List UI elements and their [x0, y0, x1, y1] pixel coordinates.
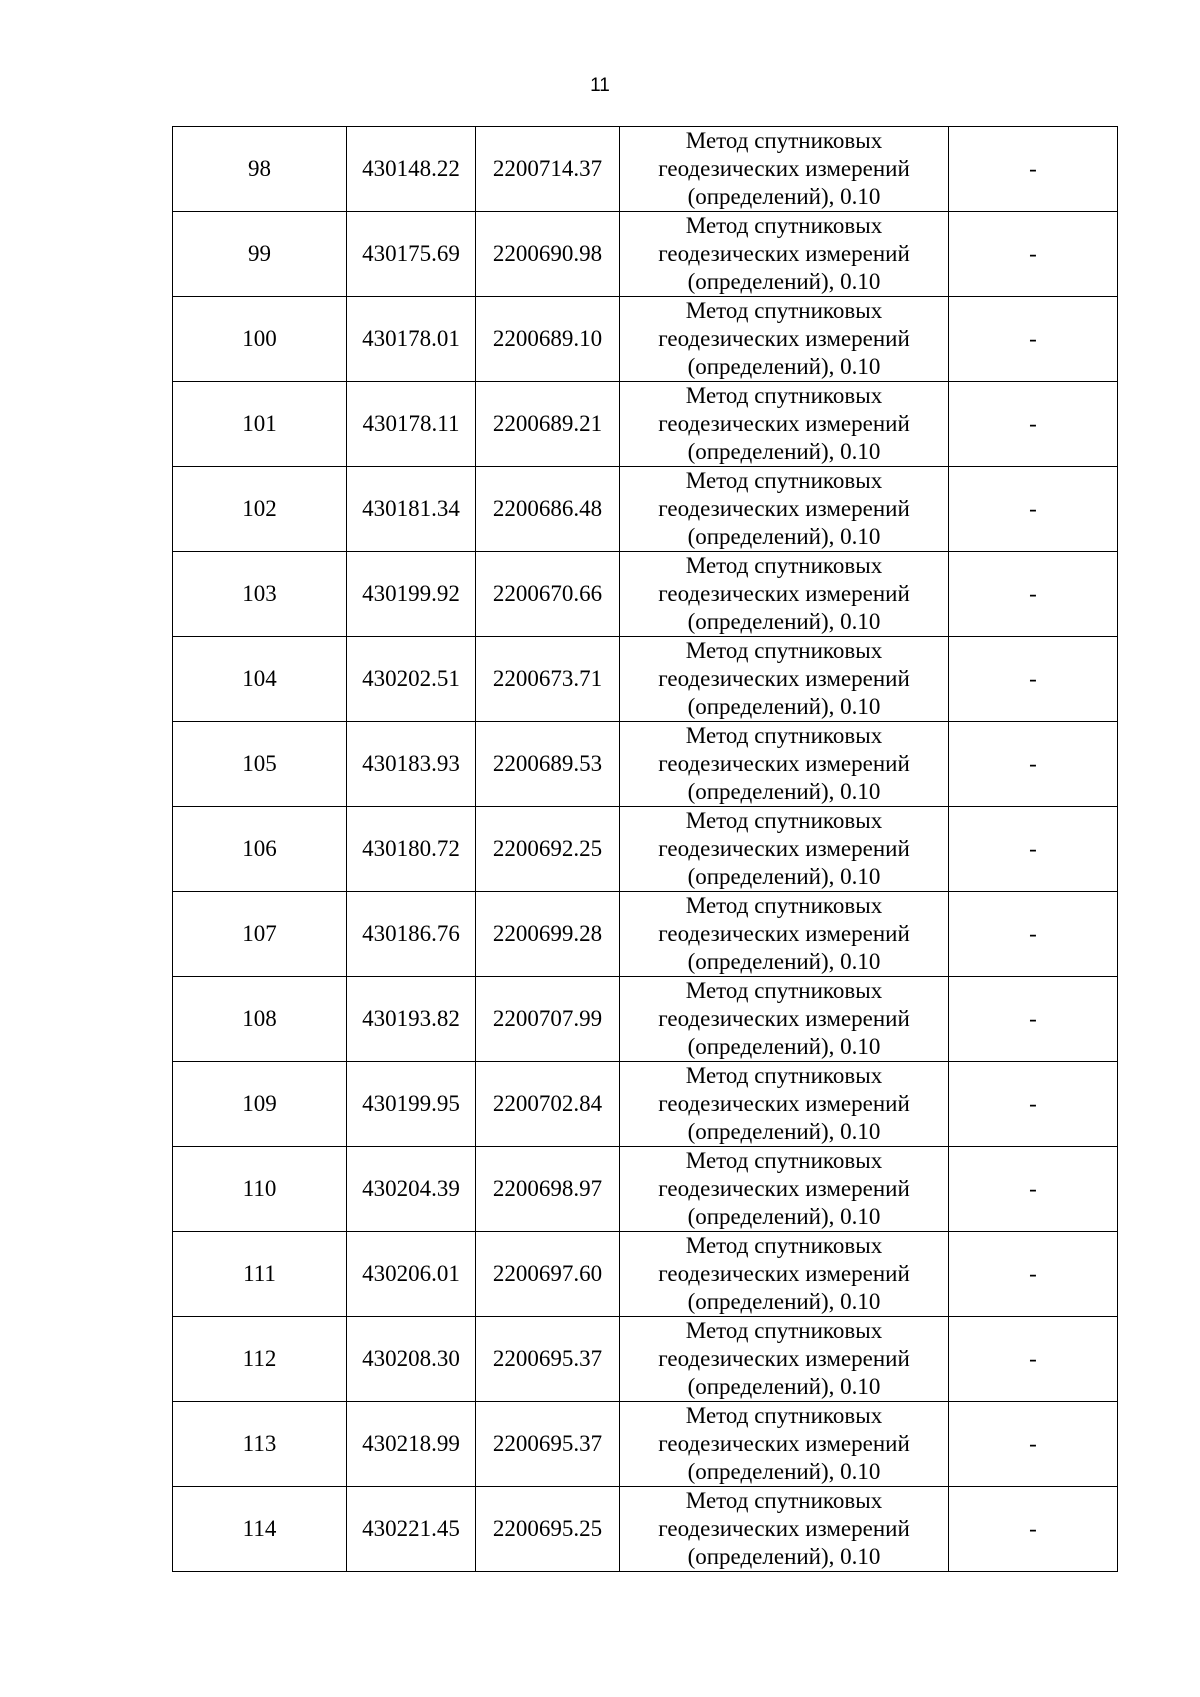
method-text-line-2: геодезических измерений	[658, 496, 910, 521]
method-text-line-3: (определений), 0.10	[687, 1204, 881, 1229]
method-text-line-3: (определений), 0.10	[687, 1119, 881, 1144]
table-row	[173, 1487, 1118, 1572]
method-text-line-2: геодезических измерений	[658, 751, 910, 776]
table-row	[173, 1402, 1118, 1487]
method-text-line-1: Метод спутниковых	[685, 128, 883, 153]
method-text-line-3: (определений), 0.10	[687, 609, 881, 634]
point-number-cell: 113	[173, 1402, 347, 1487]
point-number-cell: 109	[173, 1062, 347, 1147]
method-text-line-3: (определений), 0.10	[687, 1374, 881, 1399]
y-coordinate-cell: 2200673.71	[476, 637, 620, 722]
x-coordinate-cell: 430175.69	[347, 212, 476, 297]
y-coordinate-cell: 2200707.99	[476, 977, 620, 1062]
table-row	[173, 212, 1118, 297]
method-text-line-1: Метод спутниковых	[685, 1403, 883, 1428]
method-accuracy-cell	[620, 467, 949, 552]
note-cell: -	[949, 807, 1118, 892]
point-number-cell: 99	[173, 212, 347, 297]
x-coordinate-cell: 430206.01	[347, 1232, 476, 1317]
y-coordinate-cell: 2200699.28	[476, 892, 620, 977]
method-text-line-3: (определений), 0.10	[687, 1034, 881, 1059]
x-coordinate-cell: 430178.11	[347, 382, 476, 467]
point-number-cell: 104	[173, 637, 347, 722]
note-cell: -	[949, 1402, 1118, 1487]
method-text-line-3: (определений), 0.10	[687, 184, 881, 209]
method-accuracy-cell	[620, 212, 949, 297]
method-text-line-3: (определений), 0.10	[687, 864, 881, 889]
method-text-line-1: Метод спутниковых	[685, 1488, 883, 1513]
x-coordinate-cell: 430193.82	[347, 977, 476, 1062]
method-accuracy-cell	[620, 1487, 949, 1572]
method-accuracy-cell	[620, 382, 949, 467]
point-number-cell: 105	[173, 722, 347, 807]
point-number-cell: 101	[173, 382, 347, 467]
method-text-line-3: (определений), 0.10	[687, 1544, 881, 1569]
table-row	[173, 807, 1118, 892]
method-accuracy-cell	[620, 1147, 949, 1232]
method-text-line-3: (определений), 0.10	[687, 779, 881, 804]
method-text-line-1: Метод спутниковых	[685, 723, 883, 748]
point-number-cell: 100	[173, 297, 347, 382]
method-text-line-2: геодезических измерений	[658, 411, 910, 436]
x-coordinate-cell: 430204.39	[347, 1147, 476, 1232]
method-text-line-1: Метод спутниковых	[685, 893, 883, 918]
note-cell: -	[949, 1062, 1118, 1147]
method-accuracy-cell	[620, 1232, 949, 1317]
method-text-line-2: геодезических измерений	[658, 1431, 910, 1456]
method-accuracy-cell	[620, 637, 949, 722]
table-row	[173, 637, 1118, 722]
x-coordinate-cell: 430178.01	[347, 297, 476, 382]
method-text-line-1: Метод спутниковых	[685, 1233, 883, 1258]
note-cell: -	[949, 552, 1118, 637]
method-text-line-2: геодезических измерений	[658, 1091, 910, 1116]
method-text-line-1: Метод спутниковых	[685, 1063, 883, 1088]
y-coordinate-cell: 2200670.66	[476, 552, 620, 637]
y-coordinate-cell: 2200686.48	[476, 467, 620, 552]
table-row	[173, 1147, 1118, 1232]
method-text-line-2: геодезических измерений	[658, 1261, 910, 1286]
x-coordinate-cell: 430181.34	[347, 467, 476, 552]
x-coordinate-cell: 430202.51	[347, 637, 476, 722]
note-cell: -	[949, 1317, 1118, 1402]
y-coordinate-cell: 2200689.10	[476, 297, 620, 382]
table-row	[173, 552, 1118, 637]
method-accuracy-cell	[620, 127, 949, 212]
method-text-line-1: Метод спутниковых	[685, 298, 883, 323]
method-text-line-1: Метод спутниковых	[685, 213, 883, 238]
x-coordinate-cell: 430183.93	[347, 722, 476, 807]
method-text-line-1: Метод спутниковых	[685, 808, 883, 833]
note-cell: -	[949, 297, 1118, 382]
method-text-line-3: (определений), 0.10	[687, 1459, 881, 1484]
method-text-line-1: Метод спутниковых	[685, 1148, 883, 1173]
point-number-cell: 102	[173, 467, 347, 552]
y-coordinate-cell: 2200689.53	[476, 722, 620, 807]
coordinates-table-body	[173, 127, 1118, 1572]
table-row	[173, 467, 1118, 552]
method-accuracy-cell	[620, 977, 949, 1062]
table-row	[173, 892, 1118, 977]
method-text-line-2: геодезических измерений	[658, 921, 910, 946]
method-accuracy-cell	[620, 1062, 949, 1147]
x-coordinate-cell: 430199.95	[347, 1062, 476, 1147]
table-row	[173, 127, 1118, 212]
method-accuracy-cell	[620, 892, 949, 977]
x-coordinate-cell: 430199.92	[347, 552, 476, 637]
note-cell: -	[949, 1232, 1118, 1317]
method-text-line-3: (определений), 0.10	[687, 694, 881, 719]
method-text-line-1: Метод спутниковых	[685, 978, 883, 1003]
page-number: 11	[590, 75, 610, 96]
method-text-line-2: геодезических измерений	[658, 241, 910, 266]
table-row	[173, 382, 1118, 467]
x-coordinate-cell: 430148.22	[347, 127, 476, 212]
note-cell: -	[949, 212, 1118, 297]
method-accuracy-cell	[620, 722, 949, 807]
point-number-cell: 106	[173, 807, 347, 892]
method-text-line-2: геодезических измерений	[658, 1346, 910, 1371]
coordinates-table	[172, 126, 1118, 1572]
x-coordinate-cell: 430186.76	[347, 892, 476, 977]
note-cell: -	[949, 722, 1118, 807]
method-text-line-2: геодезических измерений	[658, 1006, 910, 1031]
method-text-line-3: (определений), 0.10	[687, 439, 881, 464]
note-cell: -	[949, 467, 1118, 552]
point-number-cell: 112	[173, 1317, 347, 1402]
method-text-line-2: геодезических измерений	[658, 666, 910, 691]
method-text-line-1: Метод спутниковых	[685, 383, 883, 408]
method-text-line-2: геодезических измерений	[658, 326, 910, 351]
point-number-cell: 98	[173, 127, 347, 212]
method-text-line-1: Метод спутниковых	[685, 553, 883, 578]
table-row	[173, 1317, 1118, 1402]
x-coordinate-cell: 430208.30	[347, 1317, 476, 1402]
y-coordinate-cell: 2200695.37	[476, 1402, 620, 1487]
method-accuracy-cell	[620, 807, 949, 892]
method-text-line-3: (определений), 0.10	[687, 949, 881, 974]
table-row	[173, 1232, 1118, 1317]
point-number-cell: 103	[173, 552, 347, 637]
point-number-cell: 108	[173, 977, 347, 1062]
y-coordinate-cell: 2200690.98	[476, 212, 620, 297]
y-coordinate-cell: 2200695.37	[476, 1317, 620, 1402]
method-text-line-3: (определений), 0.10	[687, 354, 881, 379]
point-number-cell: 114	[173, 1487, 347, 1572]
note-cell: -	[949, 1487, 1118, 1572]
note-cell: -	[949, 127, 1118, 212]
method-accuracy-cell	[620, 1317, 949, 1402]
y-coordinate-cell: 2200692.25	[476, 807, 620, 892]
method-text-line-1: Метод спутниковых	[685, 1318, 883, 1343]
method-text-line-3: (определений), 0.10	[687, 269, 881, 294]
method-text-line-2: геодезических измерений	[658, 836, 910, 861]
table-row	[173, 977, 1118, 1062]
point-number-cell: 107	[173, 892, 347, 977]
y-coordinate-cell: 2200689.21	[476, 382, 620, 467]
method-accuracy-cell	[620, 552, 949, 637]
x-coordinate-cell: 430180.72	[347, 807, 476, 892]
point-number-cell: 110	[173, 1147, 347, 1232]
note-cell: -	[949, 1147, 1118, 1232]
method-text-line-2: геодезических измерений	[658, 1176, 910, 1201]
point-number-cell: 111	[173, 1232, 347, 1317]
x-coordinate-cell: 430218.99	[347, 1402, 476, 1487]
table-row	[173, 1062, 1118, 1147]
table-row	[173, 297, 1118, 382]
method-text-line-2: геодезических измерений	[658, 581, 910, 606]
note-cell: -	[949, 977, 1118, 1062]
y-coordinate-cell: 2200697.60	[476, 1232, 620, 1317]
method-text-line-3: (определений), 0.10	[687, 1289, 881, 1314]
table-row	[173, 722, 1118, 807]
note-cell: -	[949, 892, 1118, 977]
method-text-line-3: (определений), 0.10	[687, 524, 881, 549]
method-accuracy-cell	[620, 297, 949, 382]
y-coordinate-cell: 2200698.97	[476, 1147, 620, 1232]
method-text-line-2: геодезических измерений	[658, 1516, 910, 1541]
method-text-line-1: Метод спутниковых	[685, 638, 883, 663]
y-coordinate-cell: 2200695.25	[476, 1487, 620, 1572]
note-cell: -	[949, 637, 1118, 722]
y-coordinate-cell: 2200714.37	[476, 127, 620, 212]
y-coordinate-cell: 2200702.84	[476, 1062, 620, 1147]
method-accuracy-cell	[620, 1402, 949, 1487]
note-cell: -	[949, 382, 1118, 467]
method-text-line-2: геодезических измерений	[658, 156, 910, 181]
x-coordinate-cell: 430221.45	[347, 1487, 476, 1572]
method-text-line-1: Метод спутниковых	[685, 468, 883, 493]
